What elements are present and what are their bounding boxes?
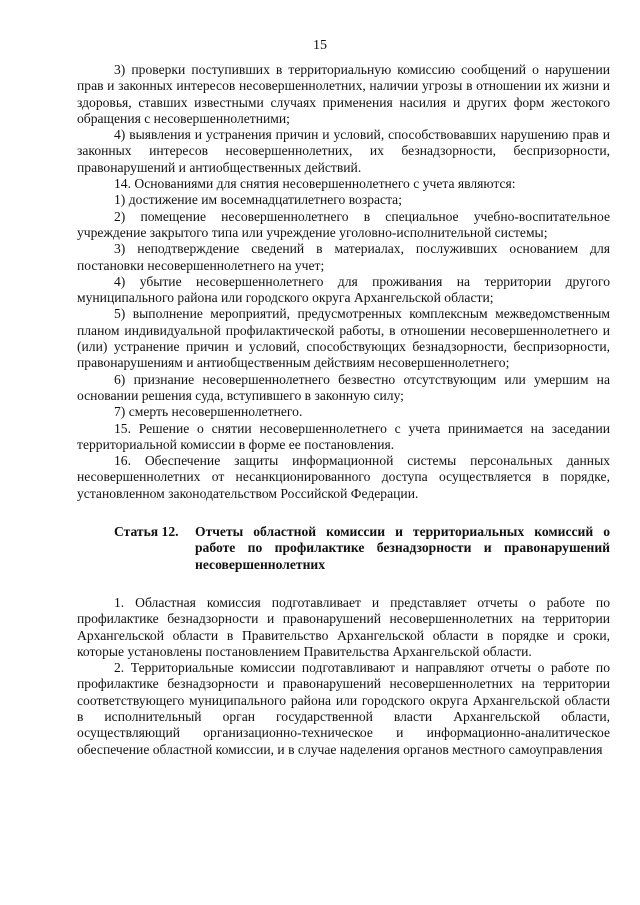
- paragraph: 4) выявления и устранения причин и условий, способствовавших нарушению прав и законных интересов несовершеннолетних, их безнадзорности, беспризорности, правонарушений и антиобщественных действий.: [77, 127, 610, 175]
- paragraph: 3) проверки поступивших в территориальную комиссию сообщений о нарушении прав и законных интересов несовершеннолетних, наличии угрозы в отношении их жизни и здоровья, ставших известными случаях применения насилия и других форм жестокого обращения с несовершеннолетними;: [77, 62, 610, 126]
- paragraph: 5) выполнение мероприятий, предусмотренных комплексным межведомственным планом индивидуальной профилактической работы, в отношении несовершеннолетнего и (или) устранение причин и условий, способствующих безнадзорности, беспризорности, правонарушениям и антиобщественным действиям несовершеннолетнего;: [77, 306, 610, 371]
- paragraph: 1) достижение им восемнадцатилетнего возраста;: [114, 192, 402, 208]
- article-number: Статья 12.: [114, 524, 179, 540]
- paragraph: 7) смерть несовершеннолетнего.: [114, 404, 303, 420]
- article-title: Отчеты областной комиссии и территориальных комиссий о работе по профилактике безнадзорности и правонарушений несовершеннолетних: [195, 524, 610, 572]
- document-body: [77, 62, 610, 758]
- paragraph: 4) убытие несовершеннолетнего для проживания на территории другого муниципального района или городского округа Архангельской области;: [77, 273, 610, 306]
- paragraph: 2. Территориальные комиссии подготавливают и направляют отчеты о работе по профилактике безнадзорности и правонарушений несовершеннолетних на территории соответствующего муниципального района или городского округа Архангельской области в исполнительный орган государственной власти Архангельской области, осуществляющий организационно-техническое и информационно-аналитическое обеспечение областной комиссии, и в случае наделения органов местного самоуправления: [77, 660, 610, 757]
- paragraph: 1. Областная комиссия подготавливает и представляет отчеты о работе по профилактике безнадзорности и правонарушений несовершеннолетних на территории Архангельской области в Правительство Архангельской области в порядке и сроки, которые установлены постановлением Правительства Архангельской области.: [77, 594, 610, 659]
- paragraph: 16. Обеспечение защиты информационной системы персональных данных несовершеннолетних от несанкционированного доступа осуществляется в порядке, установленном законодательством Российской Федерации.: [77, 453, 610, 501]
- paragraph: 6) признание несовершеннолетнего безвестно отсутствующим или умершим на основании решения суда, вступившего в законную силу;: [77, 371, 610, 403]
- paragraph: 15. Решение о снятии несовершеннолетнего с учета принимается на заседании территориальной комиссии в форме ее постановления.: [77, 420, 610, 452]
- article-heading: [77, 524, 610, 573]
- paragraph: 2) помещение несовершеннолетнего в специальное учебно-воспитательное учреждение закрытого типа или учреждение уголовно-исполнительной системы;: [77, 208, 610, 240]
- paragraph: 14. Основаниями для снятия несовершеннолетнего с учета являются:: [114, 176, 516, 192]
- paragraph: 3) неподтверждение сведений в материалах, послуживших основанием для постановки несовершеннолетнего на учет;: [77, 241, 610, 273]
- page-number: 15: [313, 38, 327, 53]
